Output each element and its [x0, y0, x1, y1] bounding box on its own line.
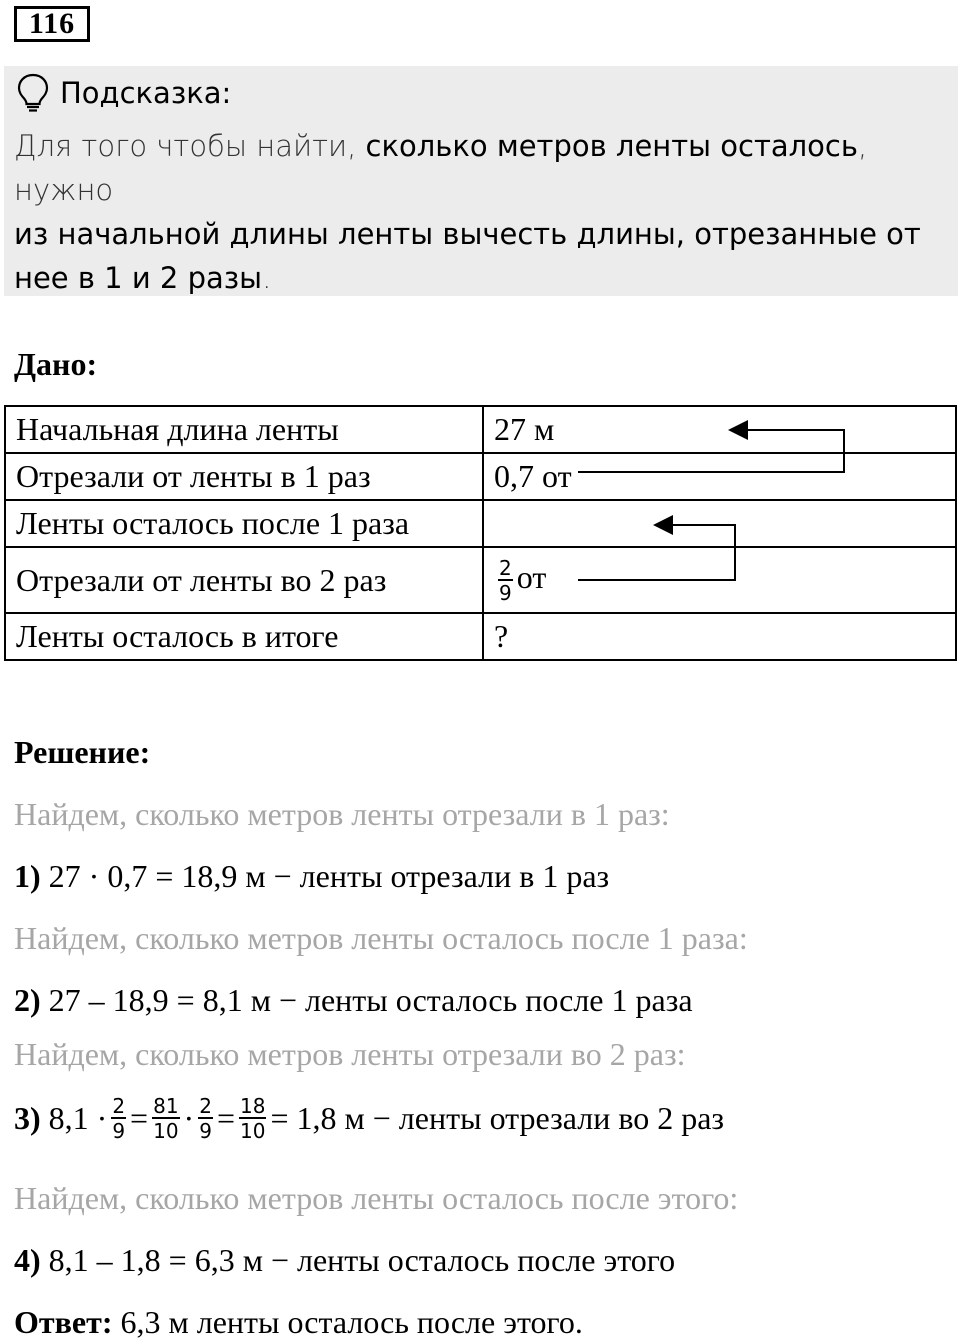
- fraction: $\frac{2}{9}$: [112, 1094, 126, 1143]
- table-row: [5, 613, 956, 660]
- solution-step-2: 2) 27 – 18,9 = 8,1 м − ленты осталось после 1 раза: [14, 982, 693, 1018]
- solution-step-1: 1) 27 · 0,7 = 18,9 м − ленты отрезали в 1 раз: [14, 858, 610, 894]
- table-row: [5, 547, 956, 613]
- solution-hint-2: Найдем, сколько метров ленты осталось после 1 раза:: [14, 920, 748, 956]
- row-label: Ленты осталось в итоге: [5, 613, 483, 660]
- row-label: Отрезали от ленты во 2 раз: [5, 547, 483, 613]
- hint-title: Подсказка:: [60, 76, 232, 110]
- solution-heading: Решение:: [14, 734, 151, 770]
- fraction: $\frac{18}{10}$: [239, 1094, 266, 1143]
- row-value: ?: [483, 613, 956, 660]
- answer: Ответ: 6,3 м ленты осталось после этого.: [14, 1304, 583, 1340]
- given-table: [4, 405, 957, 661]
- table-row: [5, 453, 956, 500]
- given-heading: Дано:: [14, 346, 98, 382]
- row-value: [483, 500, 956, 547]
- row-value: $\frac{2}{9}$ от: [483, 547, 956, 613]
- solution-hint-1: Найдем, сколько метров ленты отрезали в 1 раз:: [14, 796, 670, 832]
- solution-hint-3: Найдем, сколько метров ленты отрезали во 2 раз:: [14, 1036, 686, 1072]
- solution-step-4: 4) 8,1 – 1,8 = 6,3 м − ленты осталось после этого: [14, 1242, 676, 1278]
- row-label: Начальная длина ленты: [5, 406, 483, 453]
- row-label: Ленты осталось после 1 раза: [5, 500, 483, 547]
- row-label: Отрезали от ленты в 1 раз: [5, 453, 483, 500]
- solution-hint-4: Найдем, сколько метров ленты осталось после этого:: [14, 1180, 739, 1216]
- table-row: [5, 500, 956, 547]
- solution-step-3: 3) 8,1 · $\frac{2}{9}$ = $\frac{81}{10}$ · $\frac{2}{9}$ = $\frac{18}{10}$ = 1,8 м − ленты отрезали во 2 раз: [14, 1094, 725, 1143]
- row-value: 0,7 от: [483, 453, 956, 500]
- table-row: [5, 406, 956, 453]
- row-value: 27 м: [483, 406, 956, 453]
- lightbulb-icon: [16, 72, 50, 112]
- fraction: $\frac{2}{9}$: [499, 555, 512, 605]
- hint-text: Для того чтобы найти, сколько метров ленты осталось, нужно из начальной длины ленты вычесть длины, отрезанные от нее в 1 и 2 разы.: [14, 129, 921, 295]
- fraction: $\frac{2}{9}$: [199, 1094, 212, 1143]
- fraction: $\frac{81}{10}$: [153, 1094, 179, 1143]
- task-number: 116: [14, 6, 90, 42]
